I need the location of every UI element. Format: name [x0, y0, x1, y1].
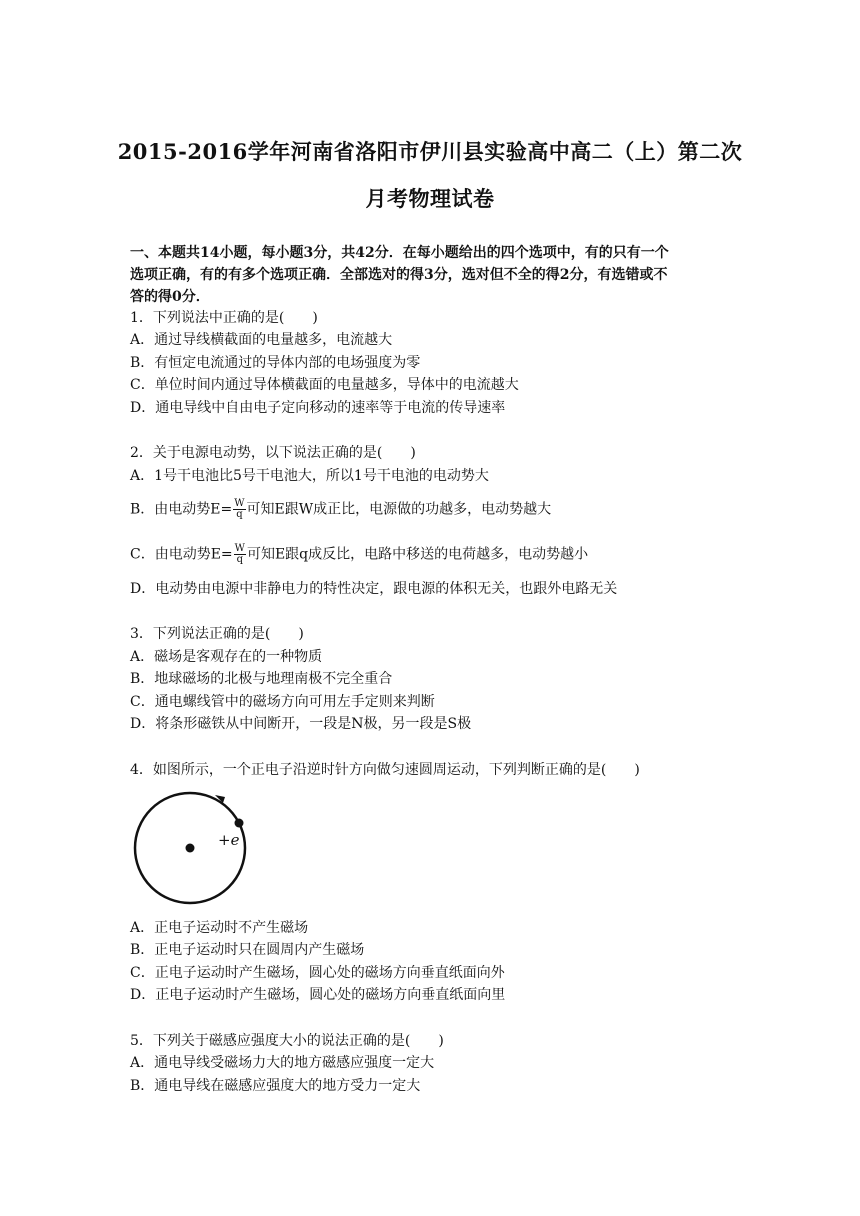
q5-option-b: B．通电导线在磁感应强度大的地方受力一定大: [130, 1078, 421, 1094]
q3-option-b: B．地球磁场的北极与地理南极不完全重合: [130, 671, 393, 687]
instructions-line: 一、本题共14小题，每小题3分，共42分．在每小题给出的四个选项中，有的只有一个: [130, 245, 669, 261]
q2-option-c-prefix: C．由电动势E=: [130, 546, 233, 563]
fraction-denominator: q: [236, 554, 244, 565]
circular-motion-figure: [130, 790, 260, 910]
q2-option-d: D．电动势由电源中非静电力的特性决定，跟电源的体积无关，也跟外电路无关: [130, 581, 618, 597]
section-instructions: [130, 242, 730, 308]
q1-option-d: D．通电导线中自由电子定向移动的速率等于电流的传导速率: [130, 400, 506, 416]
q1-stem: 1．下列说法中正确的是( ): [130, 310, 318, 326]
q2-option-b-prefix: B．由电动势E=: [130, 501, 233, 518]
q3-stem: 3．下列说法正确的是( ): [130, 626, 304, 642]
fraction-numerator: W: [234, 543, 245, 554]
q4-option-b: B．正电子运动时只在圆周内产生磁场: [130, 942, 365, 958]
q2-stem: 2．关于电源电动势，以下说法正确的是( ): [130, 445, 416, 461]
fraction-denominator: q: [236, 509, 243, 520]
exam-title-line-1: 2015-2016学年河南省洛阳市伊川县实验高中高二（上）第二次: [117, 139, 743, 164]
instructions-line: 答的得0分．: [130, 289, 210, 305]
instructions-line: 选项正确，有的有多个选项正确．全部选对的得3分，选对但不全的得2分，有选错或不: [130, 267, 668, 283]
q5-stem: 5．下列关于磁感应强度大小的说法正确的是( ): [130, 1033, 444, 1049]
q4-option-d: D．正电子运动时产生磁场，圆心处的磁场方向垂直纸面向里: [130, 987, 506, 1003]
q4-stem: 4．如图所示，一个正电子沿逆时针方向做匀速圆周运动，下列判断正确的是( ): [130, 762, 640, 778]
fraction-numerator: W: [234, 498, 245, 509]
center-point: [186, 844, 195, 853]
q2-option-c-suffix: 可知E跟q成反比，电路中移送的电荷越多，电动势越小: [246, 546, 589, 563]
q2-option-b-suffix: 可知E跟W成正比，电源做的功越多，电动势越大: [246, 501, 552, 518]
q1-option-b: B．有恒定电流通过的导体内部的电场强度为零: [130, 355, 421, 371]
q4-option-a: A．正电子运动时不产生磁场: [130, 920, 309, 936]
q2-option-c: [130, 544, 750, 565]
exam-title-line-2: 月考物理试卷: [365, 186, 495, 211]
q2-option-a: A．1号干电池比5号干电池大，所以1号干电池的电动势大: [130, 468, 489, 484]
positron-dot: [235, 819, 244, 828]
q3-option-d: D．将条形磁铁从中间断开，一段是N极，另一段是S极: [130, 716, 472, 732]
q1-option-c: C．单位时间内通过导体横截面的电量越多，导体中的电流越大: [130, 377, 519, 393]
q5-option-a: A．通电导线受磁场力大的地方磁感应强度一定大: [130, 1055, 435, 1071]
fraction-w-over-q: [234, 544, 246, 565]
q2-option-b: [130, 499, 750, 520]
q3-option-c: C．通电螺线管中的磁场方向可用左手定则来判断: [130, 694, 435, 710]
q3-option-a: A．磁场是客观存在的一种物质: [130, 649, 323, 665]
q4-option-c: C．正电子运动时产生磁场，圆心处的磁场方向垂直纸面向外: [130, 965, 505, 981]
q1-option-a: A．通过导线横截面的电量越多，电流越大: [130, 332, 393, 348]
positron-label: +e: [218, 831, 240, 849]
fraction-w-over-q: [233, 499, 245, 520]
